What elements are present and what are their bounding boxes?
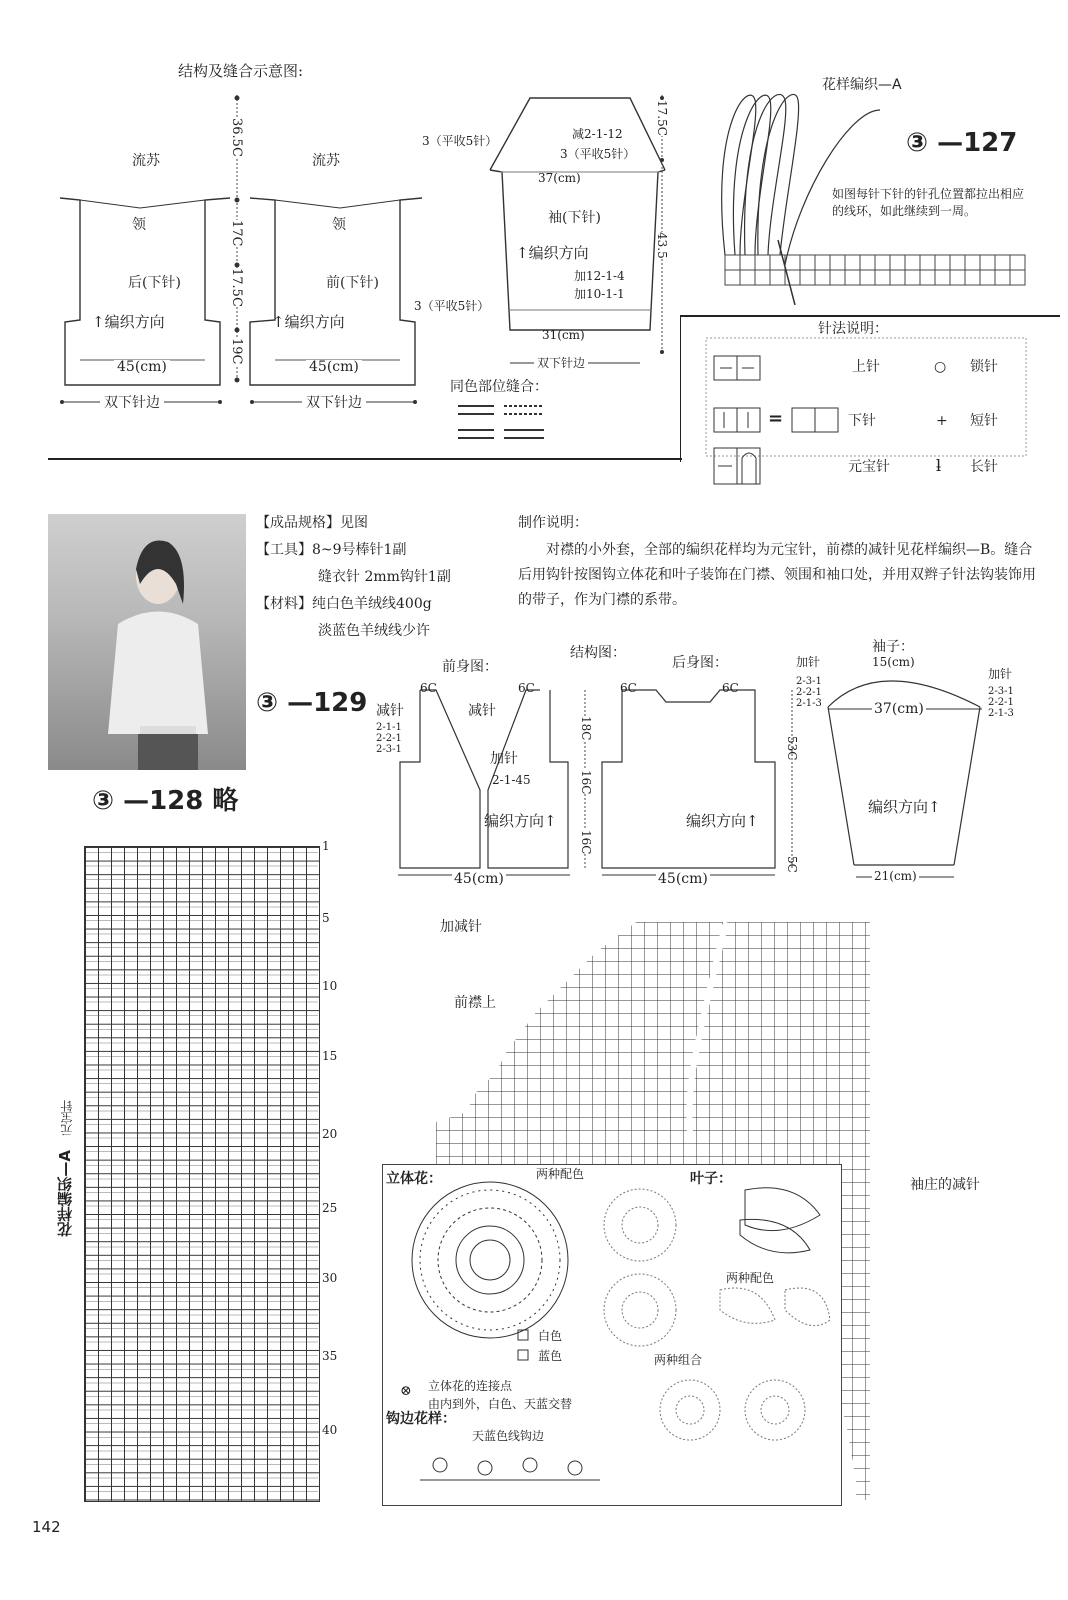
row-5: 5 [322,911,330,925]
dec-label: 减针 [376,703,404,719]
loop-diagram [700,77,1040,305]
dim-17-5: 17.5C [229,268,244,307]
chart-b-sleeve-dec: 袖庄的减针 [910,1177,980,1193]
sl-inc-right-vals: 2-3-1 2-2-1 2-1-3 [988,686,1014,719]
dim-17: 17C [229,220,244,247]
v-16b: 16C [579,830,593,855]
row-40: 40 [322,1423,338,1437]
pattern-a-top-note: 如图每针下针的针孔位置都拉出相应的线环，如此继续到一周。 [832,187,1025,218]
instructions-title: 制作说明： [518,515,588,531]
row-35: 35 [322,1349,338,1363]
dim-19: 19C [229,338,244,365]
seam-marks [456,400,546,445]
sleeve-cast-off-side: 3（平收5针） [414,299,490,313]
six-c-2: 6C [518,681,535,695]
sl-top: 15(cm) [872,655,915,669]
edge-title: 钩边花样： [386,1411,456,1427]
back-width: 45(cm) [114,360,170,374]
chart-b-front-top: 前襟上 [454,995,496,1011]
spec-tools: 【工具】8~9号棒针1副 [256,542,407,558]
back-dir: 编织方向↑ [686,812,759,830]
sleeve-direction: ↑编织方向 [516,244,589,262]
spec-material-2: 淡蓝色羊绒线少许 [318,623,430,639]
sleeve-inc2: 加10-1-1 [574,287,625,301]
chart-b-inc-dec: 加减针 [440,919,482,935]
back-direction-text: 编织方向 [104,313,165,331]
code-129: ③ —129 [256,688,368,718]
front-direction-text: 编织方向 [284,313,345,331]
white-label: 白色 [538,1329,563,1343]
front-width-2: 45(cm) [454,871,504,887]
front-label: 前(下针) [326,275,379,291]
back-dir-text: 编织方向 [686,812,747,830]
legend-equals: = [768,408,784,429]
page-number: 142 [32,1518,61,1536]
row-15: 15 [322,1049,338,1063]
dc-icon: ƚ [936,456,942,475]
sl-inc-left: 加针 [796,655,821,669]
back-view-title: 后身图： [672,655,728,671]
row-10: 10 [322,979,338,993]
sc-icon: + [936,413,948,429]
sleeve-cast-off-top-right: 3（平收5针） [560,147,636,161]
flower-drawings [400,1180,840,1500]
structure-diagram-title: 结构图： [570,645,626,661]
blue-label: 蓝色 [538,1349,563,1363]
legend-item-2: 下针 [848,413,876,429]
sleeve-structure [820,655,1000,885]
model-photo [48,514,246,770]
leaf-title: 叶子： [690,1171,732,1187]
back-width-2: 45(cm) [658,871,708,887]
flower-two-colors: 两种配色 [536,1167,585,1181]
code-128: ③ —128 略 [92,786,239,816]
legend-title: 针法说明： [818,321,888,337]
six-c-3: 6C [620,681,637,695]
sleeve-view-title: 袖子： [872,639,914,655]
row-1: 1 [322,839,330,853]
sl-5c: 5C [785,856,799,873]
pattern-a-top-title: 花样编织—A [822,77,902,93]
sleeve-dim-side: 43.5 [655,232,669,259]
front-dir-text: 编织方向 [484,812,545,830]
legend-symbol-3: 长针 [970,459,998,475]
back-direction: ↑编织方向 [92,313,165,331]
six-c-1: 6C [420,681,437,695]
sleeve-inc1: 加12-1-4 [574,269,625,283]
code-127: ③ —127 [906,128,1018,158]
row-30: 30 [322,1271,338,1285]
front-tassel: 流苏 [312,153,340,169]
joint-label: 立体花的连接点 [428,1379,513,1393]
row-25: 25 [322,1201,338,1215]
dim-36-5: 36.5C [229,118,244,157]
sleeve-direction-text: 编织方向 [528,244,589,262]
sleeve-edge: 双下针边 [534,357,588,369]
six-c-4: 6C [722,681,739,695]
spec-size: 【成品规格】见图 [256,515,368,531]
front-width: 45(cm) [306,360,362,374]
sleeve-width: 37(cm) [538,171,581,185]
legend-item-3: 元宝针 [848,459,890,475]
sl-height: 53C [785,736,799,761]
v-16a: 16C [579,770,593,795]
joint-label-2: 由内到外，白色、天蓝交替 [428,1397,573,1411]
chart-a-title: 花样编织—A [56,1150,74,1237]
joint-icon: ⊗ [400,1383,412,1399]
structure-diagram [390,680,810,890]
combo-label: 两种组合 [654,1353,703,1367]
sl-dir: 编织方向↑ [868,798,941,816]
back-collar: 领 [132,217,146,233]
front-edge: 双下针边 [302,396,366,410]
chart-a-pattern [84,846,318,1500]
chart-a-sub: 元宝针 [60,1100,74,1136]
sleeve-cast-off-top: 3（平收5针） [422,134,498,148]
edge-note: 天蓝色线钩边 [472,1429,545,1443]
dec-label-2: 减针 [468,703,496,719]
sleeve-label: 袖(下针) [548,210,601,226]
divider [48,458,682,460]
front-direction: ↑编织方向 [272,313,345,331]
sl-inc-left-vals: 2-3-1 2-2-1 2-1-3 [796,676,822,709]
seam-title: 同色部位缝合： [450,379,548,395]
legend-symbol-1: 锁针 [970,359,998,375]
sl-bottom: 21(cm) [874,869,917,883]
front-dir: 编织方向↑ [484,812,557,830]
structure-title: 结构及缝合示意图: [178,62,304,80]
chain-icon: ○ [934,359,947,375]
back-edge: 双下针边 [100,396,164,410]
front-view-title: 前身图： [442,659,498,675]
leaf-two-colors: 两种配色 [726,1271,775,1285]
instructions-body: 对襟的小外套，全部的编织花样均为元宝针，前襟的减针见花样编织—B。缝合后用钩针按图钩立体花和叶子装饰在门襟、领围和袖口处，并用双辫子针法钩装饰用的带子，作为门襟的系带。 [518,542,1036,608]
v-18: 18C [579,716,593,741]
inc-value: 2-1-45 [492,773,531,787]
flower-title: 立体花： [386,1171,442,1187]
back-tassel: 流苏 [132,153,160,169]
sl-inc-right: 加针 [988,667,1013,681]
sl-width: 37(cm) [874,701,924,717]
sleeve-dec: 减2-1-12 [572,127,623,141]
sl-dir-text: 编织方向 [868,798,929,816]
model-illustration [48,514,246,770]
spec-tools-2: 缝衣针 2mm钩针1副 [318,569,451,585]
back-label: 后(下针) [128,275,181,291]
inc-label: 加针 [490,751,518,767]
sleeve-bottom: 31(cm) [542,328,585,342]
front-collar: 领 [332,217,346,233]
row-20: 20 [322,1127,338,1141]
legend-item-1: 上针 [852,359,880,375]
legend-symbol-2: 短针 [970,413,998,429]
dec-values: 2-1-1 2-2-1 2-3-1 [376,722,402,755]
sleeve-dim-top: 17.5C [655,100,669,136]
spec-material: 【材料】纯白色羊绒线400g [256,596,432,612]
